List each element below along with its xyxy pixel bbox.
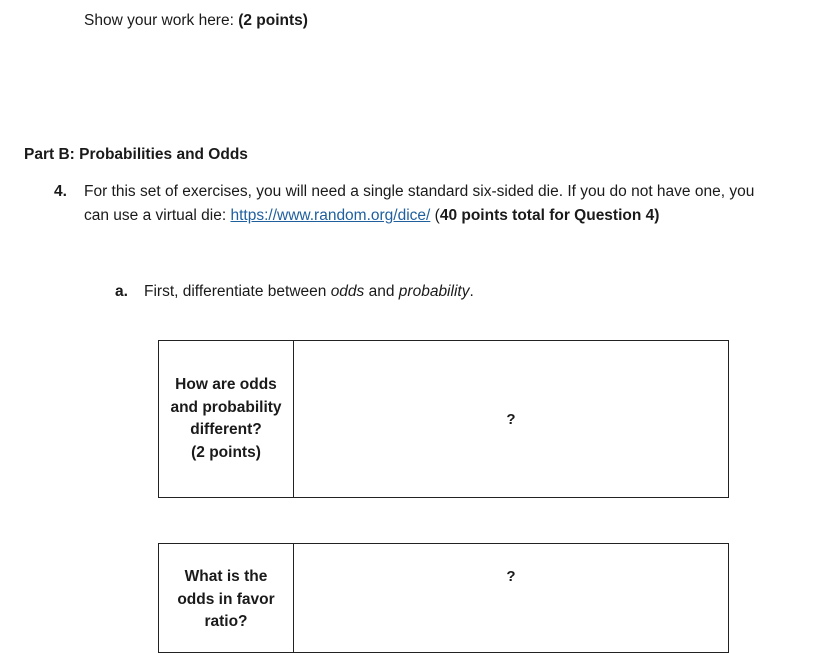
show-work-points: (2 points): [238, 12, 308, 29]
label-line: What is the: [184, 568, 268, 585]
question-4a-letter: a.: [115, 283, 128, 300]
and-word: and: [364, 283, 399, 300]
question-4a-text: [144, 283, 474, 301]
label-line: ratio?: [204, 613, 248, 630]
question-label-cell: [159, 544, 294, 653]
answer-cell[interactable]: [294, 544, 729, 653]
question-4-points: 40 points total for Question 4): [439, 207, 660, 224]
question-4-paren: (: [430, 207, 440, 224]
question-4a-period: .: [469, 283, 474, 300]
show-work-text: Show your work here:: [84, 12, 239, 29]
answer-placeholder: ?: [506, 410, 516, 428]
question-4-text-line1: For this set of exercises, you will need a single standard six-sided die. If you do not have one, you: [84, 183, 755, 200]
label-line: (2 points): [191, 443, 261, 461]
part-b-heading: Part B: Probabilities and Odds: [24, 146, 248, 163]
table-row: [159, 544, 729, 653]
question-4-line2-prefix: can use a virtual die:: [84, 207, 231, 224]
show-work-line: [84, 12, 308, 30]
probability-word: probability: [398, 283, 470, 300]
question-4a-text-start: First, differentiate between: [144, 283, 331, 300]
question-4-text-line2: [84, 207, 659, 225]
odds-in-favor-table: [158, 543, 729, 653]
random-org-dice-link[interactable]: https://www.random.org/dice/: [230, 207, 431, 224]
answer-placeholder: ?: [506, 568, 516, 585]
odds-word: odds: [330, 283, 365, 300]
label-line: and probability: [170, 398, 282, 416]
answer-cell[interactable]: [294, 341, 729, 498]
question-4-number: 4.: [54, 183, 67, 200]
label-line: different?: [190, 421, 262, 438]
question-label-cell: [159, 341, 294, 498]
table-row: [159, 341, 729, 498]
label-line: How are odds: [175, 376, 277, 393]
odds-probability-difference-table: [158, 340, 729, 498]
label-line: odds in favor: [177, 590, 275, 608]
